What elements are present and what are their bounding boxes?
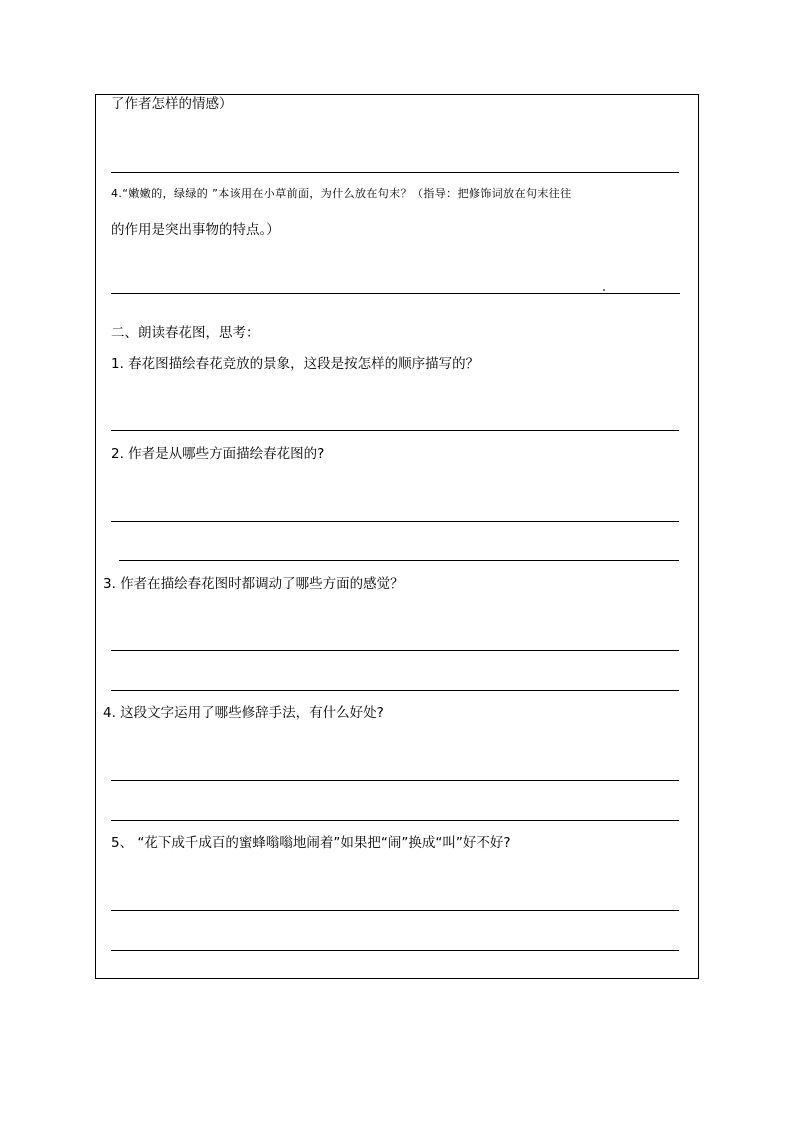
section-2-question-5: 5、 “花下成千成百的蜜蜂嗡嗡地闹着”如果把“闹”换成“叫”好不好? [111,835,511,851]
answer-line[interactable] [119,560,679,561]
answer-line[interactable] [111,910,679,911]
answer-line[interactable] [111,650,679,651]
question-4: 4.“嫩嫩的，绿绿的 ”本该用在小草前面，为什么放在句末？（指导：把修饰词放在句末往往 [111,187,572,200]
question-3-tail: 了作者怎样的情感） [111,96,233,112]
question-4-continued: 的作用是突出事物的特点。） [111,222,280,238]
stray-mark [603,289,605,291]
section-2-question-3: 3. 作者在描绘春花图时都调动了哪些方面的感觉？ [103,576,404,592]
answer-line[interactable] [111,293,680,294]
answer-line[interactable] [111,430,679,431]
answer-line[interactable] [111,820,679,821]
answer-line[interactable] [111,780,679,781]
answer-line[interactable] [111,172,679,173]
section-2-question-2: 2. 作者是从哪些方面描绘春花图的? [111,446,325,462]
answer-line[interactable] [111,950,679,951]
section-2-question-4: 4. 这段文字运用了哪些修辞手法，有什么好处? [103,705,384,721]
answer-line[interactable] [111,690,679,691]
answer-line[interactable] [111,521,679,522]
section-2-heading: 二、朗读春花图，思考： [111,325,260,341]
section-2-question-1: 1. 春花图描绘春花竞放的景象，这段是按怎样的顺序描写的？ [111,356,480,372]
